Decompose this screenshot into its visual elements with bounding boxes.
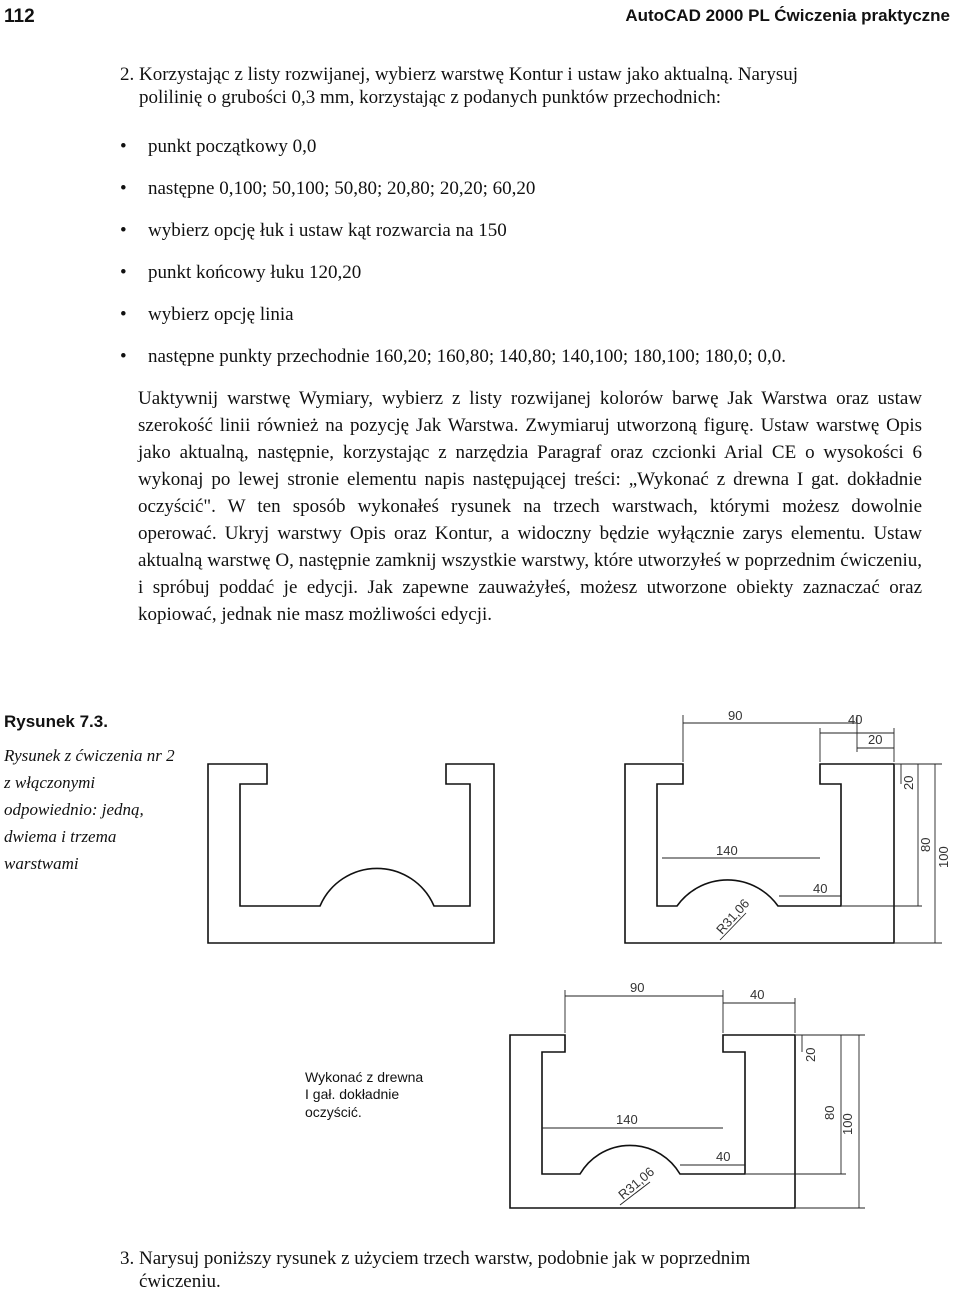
dim-90: 90 — [728, 708, 743, 723]
list-item: • wybierz opcję linia — [120, 304, 294, 325]
dim-80: 80 — [822, 1105, 837, 1120]
dim-80: 80 — [918, 837, 933, 852]
exercise-footer — [120, 1248, 940, 1294]
dim-40: 40 — [750, 987, 765, 1002]
book-title: AutoCAD 2000 PL Ćwiczenia praktyczne — [625, 6, 950, 25]
list-item: • następne punkty przechodnie 160,20; 160,80; 140,80; 140,100; 180,100; 180,0; 0,0. — [120, 346, 787, 367]
list-item: • punkt początkowy 0,0 — [120, 136, 317, 157]
dim-100: 100 — [840, 1113, 855, 1135]
dim-40-bottom: 40 — [716, 1149, 731, 1164]
figure-caption-title: Rysunek 7.3. — [4, 712, 108, 731]
outline-with-note — [510, 1035, 795, 1208]
dim-40: 40 — [848, 712, 863, 727]
list-item: • punkt końcowy łuku 120,20 — [120, 262, 362, 283]
dim-100: 100 — [936, 846, 951, 868]
footer-line-2: ćwiczeniu. — [139, 1270, 221, 1292]
footer-line-1: 3. Narysuj poniższy rysunek z użyciem trzech warstw, podobnie jak w poprzednim — [120, 1248, 751, 1269]
note-line-1: Wykonać z drewna — [305, 1069, 424, 1085]
dim-140: 140 — [616, 1112, 638, 1127]
instructions-paragraph: Uaktywnij warstwę Wymiary, wybierz z listy rozwijanej kolorów barwę Jak Warstwa oraz ustaw szerokość linii również na pozycję Jak Warstwa. Zwymiaruj utworzoną figurę. Ustaw warstwę Opis jako aktualną, następnie, korzystając z narzędzia Paragraf oraz czcionki Arial CE o wysokości 6 wykonaj po lewej stronie elementu napis następującej treści: „Wykonać z drewna I gat. dokładnie oczyścić". W ten sposób wykonałeś rysunek na trzech warstwach, którymi możesz dowolnie operować. Ukryj warstwy Opis oraz Kontur, a widoczny będzie wyłącznie zarys elementu. Ustaw aktualną warstwę O, następnie zamknij wszystkie warstwy, które utworzyłeś w poprzednim ćwiczeniu, i spróbuj poddać je edycji. Jak zapewne zauważyłeś, możesz utworzone obiekty zaznaczać oraz kopiować, jednak nie masz możliwości edycji. — [138, 388, 922, 625]
dim-140: 140 — [716, 843, 738, 858]
intro-line-2: polilinię o grubości 0,3 mm, korzystając z podanych punktów przechodnich: — [139, 86, 721, 108]
page-number: 112 — [4, 6, 35, 27]
dim-40-bottom: 40 — [813, 881, 828, 896]
figure-caption-text: Rysunek z ćwiczenia nr 2 z włączonymi odpowiednio: jedną, dwiema i trzema warstwami — [4, 746, 175, 873]
list-item: • następne 0,100; 50,100; 50,80; 20,80; 20,20; 60,20 — [120, 178, 536, 199]
dim-20-vertical: 20 — [901, 775, 916, 790]
note-line-2: I gał. dokładnie — [305, 1086, 400, 1102]
dim-radius: R31,06 — [713, 895, 753, 938]
intro-line-1: 2. Korzystając z listy rozwijanej, wybierz warstwę Kontur i ustaw jako aktualną. Narysuj — [120, 64, 798, 85]
dim-90: 90 — [630, 980, 645, 995]
outline-dimensioned — [625, 764, 894, 943]
outline-plain — [208, 764, 494, 943]
list-item: • wybierz opcję łuk i ustaw kąt rozwarcia na 150 — [120, 220, 507, 241]
dim-20-vertical: 20 — [803, 1047, 818, 1062]
note-line-3: oczyścić. — [305, 1104, 362, 1120]
dim-20: 20 — [868, 732, 883, 747]
dim-radius: R31,06 — [615, 1163, 658, 1203]
